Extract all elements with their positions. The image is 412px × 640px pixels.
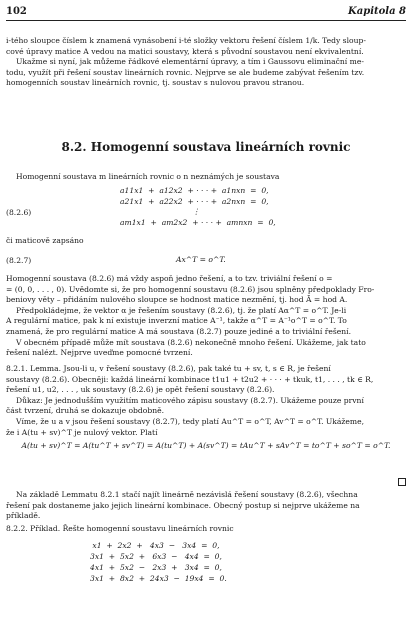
example-row: 3x1 + 5x2 + 6x3 − 4x4 = 0, <box>90 552 222 561</box>
lemma-line: řešení u1, u2, . . . , uk soustavy (8.2.6) je opět řešení soustavy (8.2.6). <box>6 385 275 395</box>
body-line: V obecném případě může mít soustava (8.2.6) nekonečně mnoho řešení. Ukážeme, jak tato <box>16 337 366 347</box>
body-line: řešení nalézt. Nejprve uveďme pomocné tvrzení. <box>6 348 193 358</box>
example-row: 3x1 + 8x2 + 24x3 − 19x4 = 0. <box>90 574 227 583</box>
equation-row: a21x1 + a22x2 + · · · + a2nxn = 0, <box>120 196 269 206</box>
after-line: příkladě. <box>6 511 41 521</box>
intro-paragraph <box>6 36 406 89</box>
section-heading: 8.2. Homogenní soustava lineárních rovnic <box>61 140 351 154</box>
equation-label-827: (8.2.7) <box>6 256 32 265</box>
equation-row: a11x1 + a12x2 + · · · + a1nxn = 0, <box>120 186 269 195</box>
definition-text: Homogenní soustava m lineárních rovnic o n neznámých je soustava <box>16 172 280 181</box>
intro-line: i-tého sloupce číslem k znamená vynásobení i-té složky vektoru řešení číslem 1/k. Tedy sloup- <box>6 36 366 45</box>
after-line: řešení pak dostaneme jako jejich lineární kombinace. Obecný postup si nejprve ukážeme na <box>6 500 360 510</box>
body-line: Předpokládejme, že vektor α je řešením soustavy (8.2.6), tj. že platí Aα^T = o^T. Je-li <box>16 305 347 315</box>
chapter-title: Kapitola 8 <box>348 6 406 17</box>
lemma-block <box>6 364 406 452</box>
equation-row: am1x1 + am2x2 + · · · + amnxn = 0, <box>120 217 276 227</box>
proof-line: část tvrzení, druhá se dokazuje obdobně. <box>6 406 165 416</box>
body-line: beniovy věty – přidáním nulového sloupce se hodnost matice nezmění, tj. hod Ā = hod A. <box>6 295 348 305</box>
proof-line: Důkaz: Je jednodušším využitím maticového zápisu soustavy (8.2.7). Ukážeme pouze první <box>16 395 364 405</box>
proof-line: Víme, že u a v jsou řešení soustavy (8.2.7), tedy platí Au^T = o^T, Av^T = o^T. Ukážeme, <box>16 416 365 426</box>
lemma-line: soustavy (8.2.6). Obecněji: každá lineární kombinace t1u1 + t2u2 + · · · + tkuk, t1, . . . , tk ∈ R, <box>6 374 374 384</box>
after-paragraph <box>6 490 406 522</box>
intro-line: cové úpravy matice A vedou na matici soustavy, která s původní soustavou není ekvivalentní. <box>6 46 364 56</box>
page-number: 102 <box>6 6 27 17</box>
equation-row: ⋮ <box>120 207 201 216</box>
proof-equation: A(tu + sv)^T = A(tu^T + sv^T) = A(tu^T) + A(sv^T) = tAu^T + sAv^T = to^T + so^T = o^T. <box>21 441 391 451</box>
matrix-form-text: či maticově zapsáno <box>6 236 84 245</box>
intro-line: todu, využít při řešení soustav lineárních rovnic. Nejprve se ale budeme zabývat řešením tzv. <box>6 67 365 77</box>
running-header <box>6 4 406 21</box>
intro-line: Ukažme si nyní, jak můžeme řádkové elementární úpravy, a tím i Gaussovu eliminační me- <box>16 57 364 67</box>
equation-827 <box>176 255 226 266</box>
body-line: A regulární matice, pak k ní existuje inverzní matice A⁻¹, takže α^T = A⁻¹o^T = o^T. To <box>6 316 347 326</box>
proof-line: že i A(tu + sv)^T je nulový vektor. Platí <box>6 427 158 437</box>
equation-row: Ax^T = o^T. <box>176 255 226 264</box>
lemma-line: 8.2.1. Lemma. Jsou-li u, v řešení soustavy (8.2.6), pak také tu + sv, t, s ∈ R, je řešení <box>6 364 331 373</box>
equation-system-826 <box>120 186 276 228</box>
body-line: = (0, 0, . . . , 0). Uvědomte si, že pro homogenní soustavu (8.2.6) jsou splněny předpoklady Fro- <box>6 284 375 294</box>
body-line: znamená, že pro regulární matice A má soustava (8.2.7) pouze jediné a to triviální řešení. <box>6 326 351 336</box>
body-paragraph <box>6 274 406 359</box>
example-title: 8.2.2. Příklad. Řešte homogenní soustavu lineárních rovnic <box>6 524 234 533</box>
qed-square-icon <box>398 478 406 486</box>
example-row: 4x1 + 5x2 − 2x3 + 3x4 = 0, <box>90 563 222 572</box>
intro-line: homogenních soustav lineárních rovnic, tj. soustav s nulovou pravou stranou. <box>6 78 305 88</box>
equation-label-826: (8.2.6) <box>6 208 32 217</box>
after-line: Na základě Lemmatu 8.2.1 stačí najít lineárně nezávislá řešení soustavy (8.2.6), všechna <box>16 490 358 499</box>
body-line: Homogenní soustava (8.2.6) má vždy aspoň jedno řešení, a to tzv. triviální řešení o = <box>6 274 333 283</box>
example-row: x1 + 2x2 + 4x3 − 3x4 = 0, <box>90 541 220 550</box>
example-system <box>90 540 227 584</box>
